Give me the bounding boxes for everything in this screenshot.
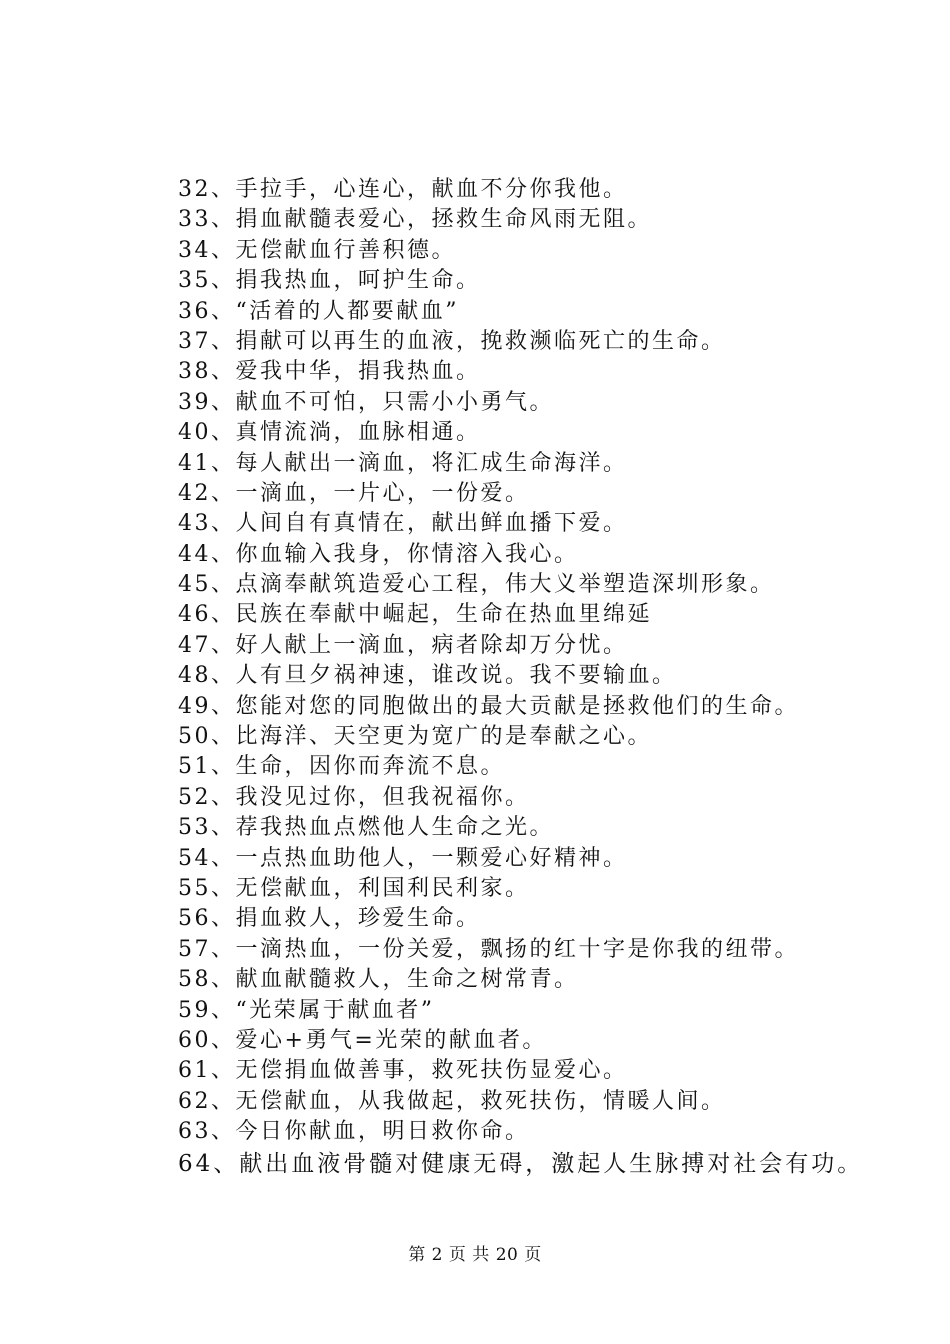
slogan-item: 62、无偿献血，从我做起，救死扶伤，情暖人间。 [178, 1088, 726, 1114]
slogan-item: 49、您能对您的同胞做出的最大贡献是拯救他们的生命。 [178, 693, 799, 719]
slogan-item: 46、民族在奉献中崛起，生命在热血里绵延 [178, 602, 652, 628]
slogan-item: 50、比海洋、天空更为宽广的是奉献之心。 [178, 724, 652, 750]
slogan-item: 45、点滴奉献筑造爱心工程，伟大义举塑造深圳形象。 [178, 572, 775, 598]
slogan-item: 55、无偿献血，利国利民利家。 [178, 875, 530, 901]
slogan-item: 57、一滴热血，一份关爱，飘扬的红十字是你我的纽带。 [178, 936, 799, 962]
slogan-item: 48、人有旦夕祸神速，谁改说。我不要输血。 [178, 663, 677, 689]
slogan-list [178, 175, 863, 1180]
slogan-item: 60、爱心+勇气=光荣的献血者。 [178, 1027, 547, 1053]
slogan-item: 63、今日你献血，明日救你命。 [178, 1119, 530, 1145]
slogan-item: 37、捐献可以再生的血液，挽救濒临死亡的生命。 [178, 328, 726, 354]
slogan-item: 47、好人献上一滴血，病者除却万分忧。 [178, 632, 628, 658]
slogan-item: 53、荐我热血点燃他人生命之光。 [178, 815, 554, 841]
slogan-item: 61、无偿捐血做善事，救死扶伤显爱心。 [178, 1058, 628, 1084]
slogan-item: 40、真情流淌，血脉相通。 [178, 420, 481, 446]
slogan-item: 54、一点热血助他人，一颗爱心好精神。 [178, 845, 628, 871]
slogan-item: 56、捐血救人，珍爱生命。 [178, 906, 481, 932]
slogan-item: 44、你血输入我身，你情溶入我心。 [178, 541, 579, 567]
slogan-item: 64、献出血液骨髓对健康无碍，激起人生脉搏对社会有功。 [178, 1150, 864, 1177]
slogan-item: 39、献血不可怕，只需小小勇气。 [178, 389, 554, 415]
slogan-item: 43、人间自有真情在，献出鲜血播下爱。 [178, 511, 628, 537]
slogan-item: 51、生命，因你而奔流不息。 [178, 754, 505, 780]
slogan-item: 59、“光荣属于献血者” [178, 997, 435, 1023]
slogan-item: 34、无偿献血行善积德。 [178, 237, 456, 263]
slogan-item: 35、捐我热血，呵护生命。 [178, 268, 481, 294]
slogan-item: 33、捐血献髓表爱心，拯救生命风雨无阻。 [178, 207, 652, 233]
slogan-item: 41、每人献出一滴血，将汇成生命海洋。 [178, 450, 628, 476]
slogan-item: 58、献血献髓救人，生命之树常青。 [178, 967, 579, 993]
slogan-item: 36、“活着的人都要献血” [178, 298, 459, 324]
page-footer: 第 2 页 共 20 页 [408, 1245, 542, 1265]
slogan-item: 32、手拉手，心连心，献血不分你我他。 [178, 177, 628, 202]
slogan-item: 52、我没见过你，但我祝福你。 [178, 784, 530, 810]
slogan-item: 42、一滴血，一片心，一份爱。 [178, 480, 530, 506]
slogan-item: 38、爱我中华，捐我热血。 [178, 359, 481, 385]
